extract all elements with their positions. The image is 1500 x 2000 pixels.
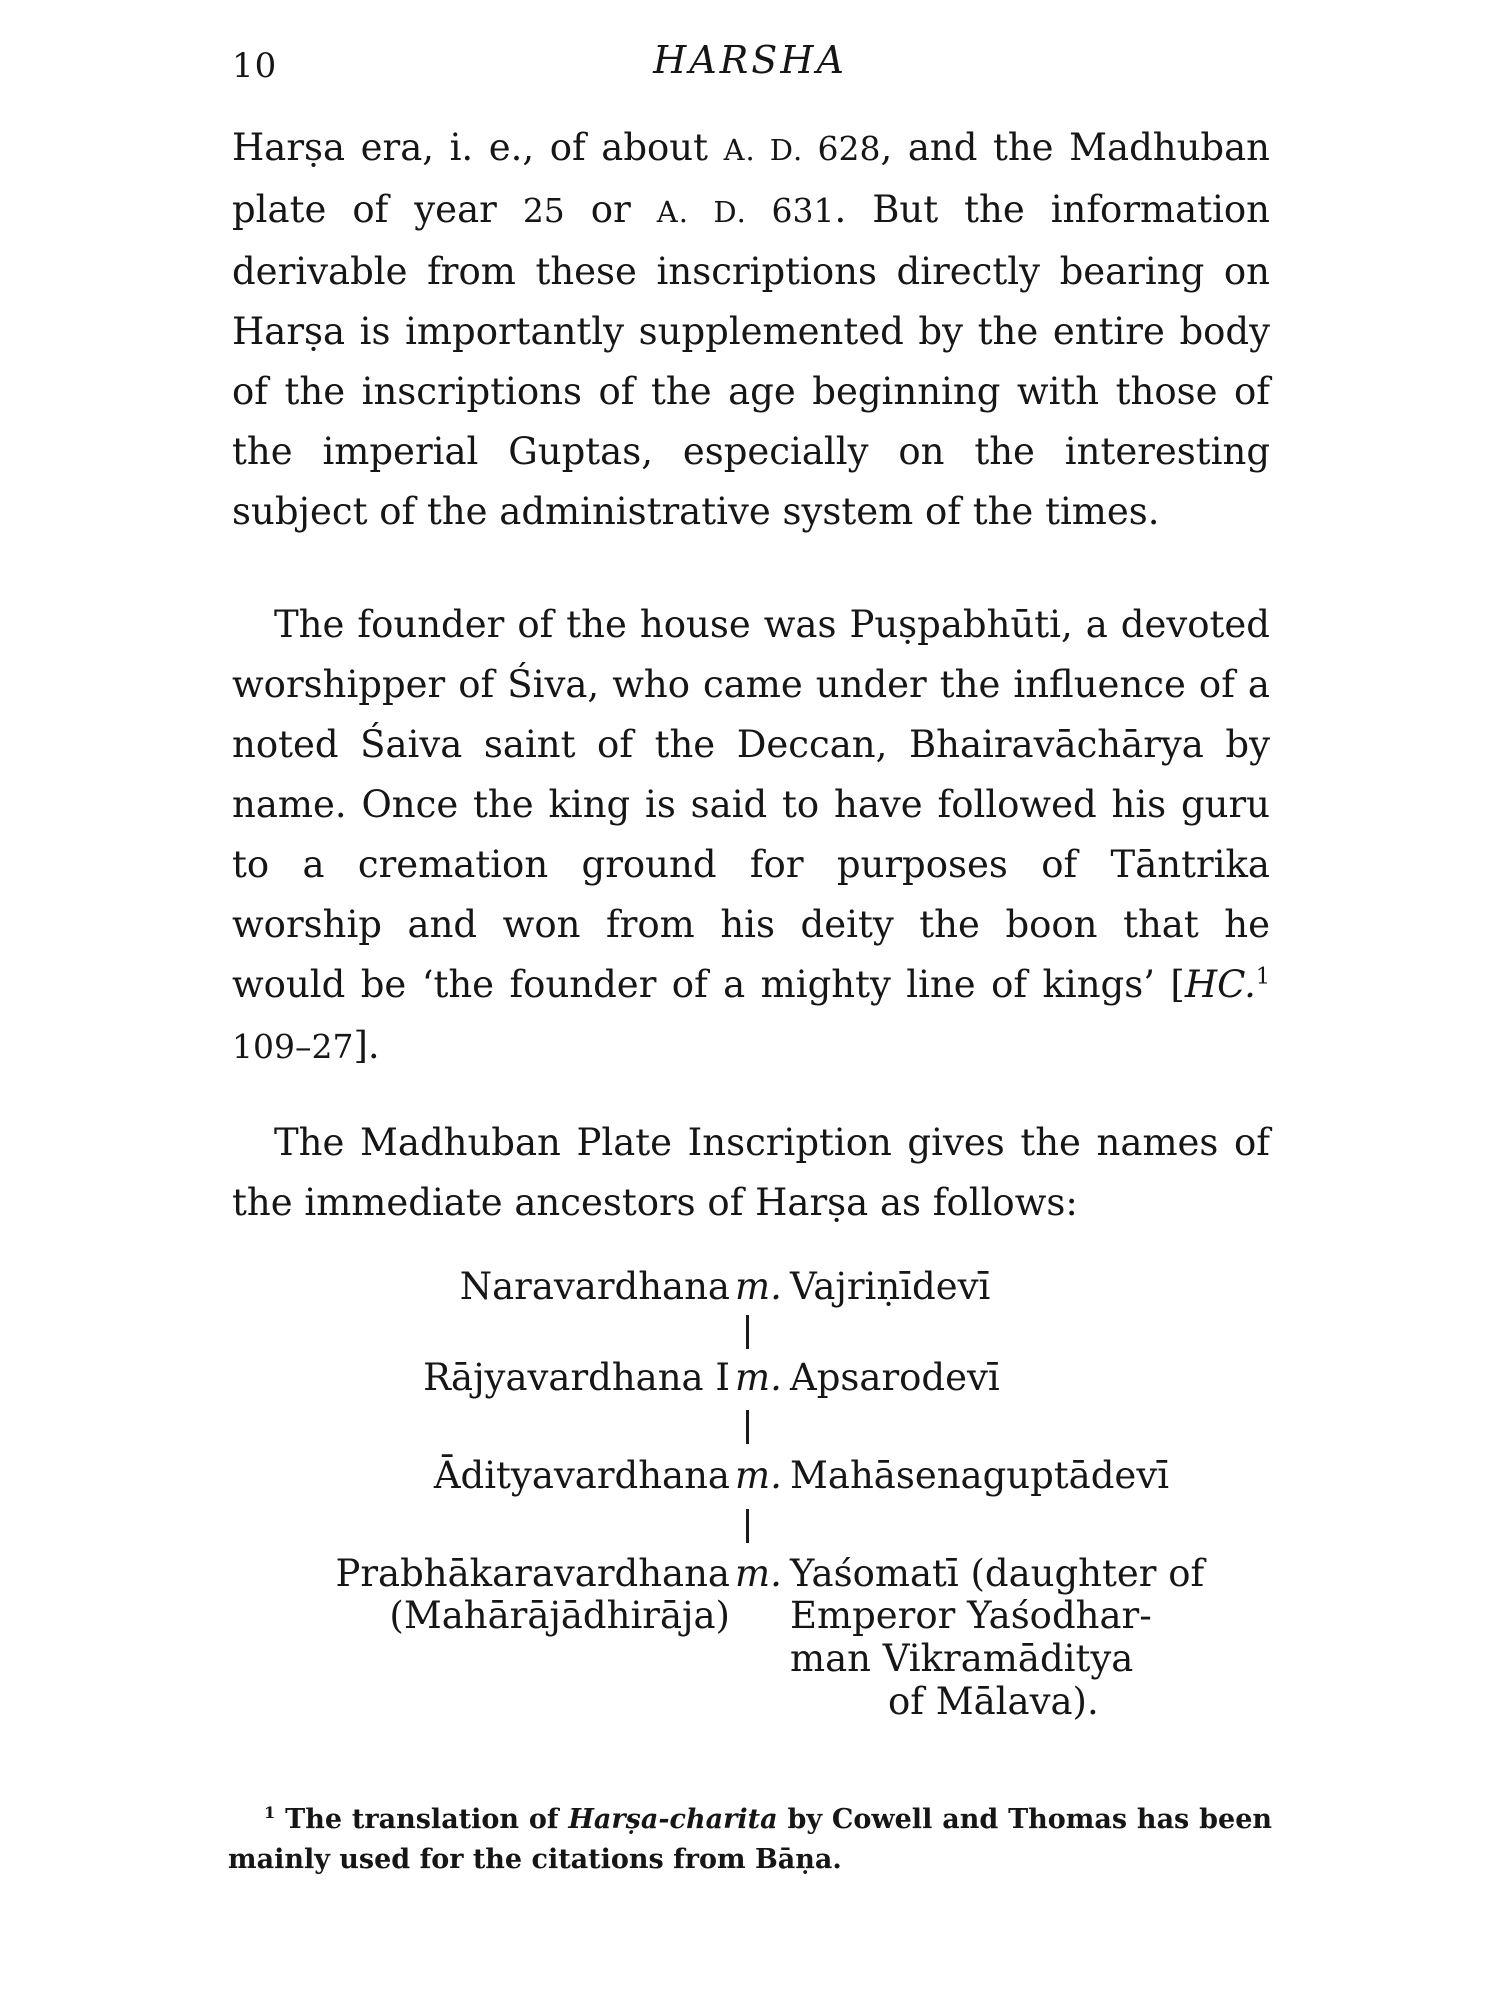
genealogy-row xyxy=(0,1552,1500,1602)
paragraph-founder: The founder of the house was Puṣpabhūti, a devoted worshipper of Śiva, who came under the influence of a noted Śaiva saint of the Deccan, Bhairavāchārya by name. Once the king is said to have followed his guru to a cremation ground for purposes of Tāntrika worship and won from his deity the boon that he would be ‘the founder of a mighty line of kings’ [HC.$^1$ 109–27]. xyxy=(232,603,1270,1067)
genealogy-row xyxy=(0,1356,1500,1406)
husband-name: Naravardhana xyxy=(459,1265,730,1308)
husband-title: (Mahārājādhirāja) xyxy=(389,1594,730,1637)
running-title: HARSHA xyxy=(653,38,847,82)
running-head xyxy=(230,38,1270,98)
genealogy-row xyxy=(0,1454,1500,1504)
wife-name: Vajriṇīdevī xyxy=(790,1265,991,1308)
paragraph-inscriptions: Harṣa era, i. e., of about A. D. 628, and the Madhuban plate of year 25 or A. D. 631. But the information derivable from these inscriptions directly bearing on Harṣa is importantly supplemented by the entire body of the inscriptions of the age beginning with those of the imperial Guptas, especially on the interesting subject of the administrative system of the times. xyxy=(232,126,1270,533)
footnote-title: Harṣa-charita xyxy=(568,1804,778,1835)
married-marker: m. xyxy=(735,1356,782,1399)
citation-hc: HC. xyxy=(1184,963,1256,1006)
page-number: 10 xyxy=(232,46,278,86)
footnote: $^1$ The translation of Harṣa-charita by Cowell and Thomas has been mainly used for the citations from Bāṇa. xyxy=(228,1803,1272,1875)
married-marker: m. xyxy=(735,1454,782,1497)
descent-line xyxy=(746,1410,749,1444)
husband-name: Ādityavardhana xyxy=(433,1454,730,1497)
genealogy-table xyxy=(0,1265,1500,1735)
footnote-marker: 1 xyxy=(264,1803,276,1822)
married-marker: m. xyxy=(735,1552,782,1595)
husband-name: Rājyavardhana I xyxy=(423,1356,730,1399)
descent-line xyxy=(746,1509,749,1543)
married-marker: m. xyxy=(735,1265,782,1308)
wife-name: Yaśomatī (daughter of xyxy=(790,1552,1205,1595)
paragraph-madhuban-intro: The Madhuban Plate Inscription gives the names of the immediate ancestors of Harṣa as follows: xyxy=(232,1121,1270,1224)
wife-note-line: Emperor Yaśodhar- xyxy=(790,1594,1152,1637)
descent-line xyxy=(746,1315,749,1349)
genealogy-row xyxy=(0,1265,1500,1315)
wife-name: Apsarodevī xyxy=(790,1356,1000,1399)
footnote-reference: 1 xyxy=(1255,963,1270,990)
wife-note-line: of Mālava). xyxy=(888,1680,1099,1723)
husband-name: Prabhākaravardhana xyxy=(335,1552,730,1595)
wife-name: Mahāsenaguptādevī xyxy=(790,1454,1170,1497)
wife-note-line: man Vikramāditya xyxy=(790,1637,1134,1680)
